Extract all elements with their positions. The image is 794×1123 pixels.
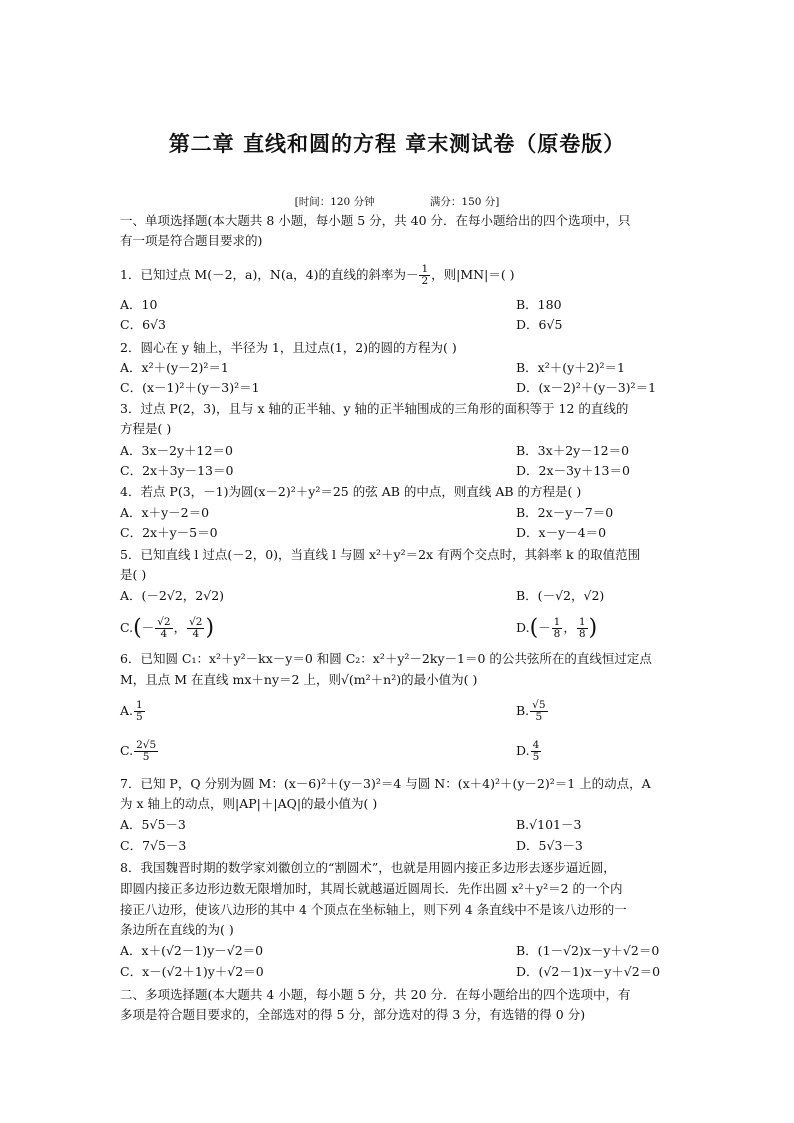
q5-option-a: A．(－2√2，2√2) [120,588,225,603]
q6-option-a-label: A. [120,703,134,718]
q1-options-row2 [120,316,680,334]
q1-options-row1 [120,296,680,314]
q3-option-a: A．3x－2y＋12＝0 [120,443,233,458]
q6-d-frac-num: 4 [532,739,540,751]
q8-stem-cont1: 即圆内接正多边形边数无限增加时，其周长就越逼近圆周长．先作出圆 x²＋y²＝2 的一个内 [120,881,623,896]
q5-option-b: B．(－√2，√2) [516,588,605,603]
q8-stem-cont2: 接正八边形，使该八边形的其中 4 个顶点在坐标轴上，则下列 4 条直线中不是该八边形的一 [120,902,627,917]
q2-options-row1 [120,359,680,377]
q4-option-d: D．x－y－4＝0 [516,525,607,540]
q5-d-frac1-den: 8 [553,628,561,640]
q6-option-c [120,739,159,763]
q5-option-d: D.(－ $\frac{1}{8}$ ， $\frac{1}{8}$ ) [516,615,598,641]
q7-option-d: D．5√3－3 [516,838,583,853]
exam-time: [时间：120 分钟 [294,196,375,208]
exam-meta [0,194,794,209]
q5-options-row1 [120,587,680,605]
q7-option-a: A．5√5－3 [120,817,186,832]
q5-option-d-label: D. [516,620,530,635]
q5-d-frac2-num: 1 [578,616,586,628]
section2-heading-cont: 多项是符合题目要求的，全部选对的得 5 分，部分选对的得 3 分，有选错的得 0 分) [120,1007,586,1022]
q7-options-row2 [120,837,680,855]
q6-a-frac [134,700,145,723]
q5-stem: 5．已知直线 l 过点(－2，0)，当直线 l 与圆 x²＋y²＝2x 有两个交点时，其斜率 k 的取值范围 [120,547,641,562]
q8-option-c: C．x－(√2＋1)y＋√2＝0 [120,964,264,979]
q8-options-row1 [120,942,680,960]
q1-option-b: B．180 [516,297,562,312]
q3-option-d: D．2x－3y＋13＝0 [516,463,630,478]
q3-stem: 3．过点 P(2，3)，且与 x 轴的正半轴、y 轴的正半轴围成的三角形的面积等于 12 的直线的 [120,401,629,416]
exam-score: 满分：150 分] [429,196,500,208]
q6-a-frac-num: 1 [136,699,143,711]
section2-heading: 二、多项选择题(本大题共 4 小题，每小题 5 分，共 20 分．在每小题给出的四个选项中，有 [120,987,631,1002]
q6-option-d-label: D. [516,743,530,758]
q2-stem: 2．圆心在 y 轴上，半径为 1，且过点(1，2)的圆的方程为( ) [120,340,457,355]
q7-stem-cont: 为 x 轴上的动点，则|AP|＋|AQ|的最小值为( ) [120,796,378,811]
q6-a-frac-den: 5 [136,711,143,723]
q1-stem-a: 1．已知过点 M(－2，a)，N(a，4)的直线的斜率为－ [120,267,419,282]
q6-stem: 6．已知圆 C₁：x²＋y²－kx－y＝0 和圆 C₂：x²＋y²－2ky－1＝0 的公共弦所在的直线恒过定点 [120,651,652,666]
q6-c-frac [134,740,158,763]
q8-option-b: B．(1－√2)x－y＋√2＝0 [516,943,660,958]
q2-option-c: C．(x－1)²＋(y－3)²＝1 [120,380,260,395]
q5-c-frac1 [155,617,172,640]
q1-fraction [419,264,430,287]
section1-heading-cont: 有一项是符合题目要求的) [120,233,263,248]
q4-option-c: C．2x＋y－5＝0 [120,525,218,540]
q5-d-frac1 [552,617,563,640]
q3-options-row1 [120,442,680,460]
q8-stem-cont3: 条边所在直线的为( ) [120,922,234,937]
q7-options-row1 [120,816,680,834]
q6-b-frac-den: 5 [535,711,543,723]
q6-c-frac-num: 2√5 [136,739,157,751]
q7-option-b: B.√101－3 [516,817,582,832]
q1-frac-den: 2 [421,275,429,287]
q4-options-row1 [120,504,680,522]
q5-option-c-label: C. [120,620,134,635]
q1-option-c: C．6√3 [120,317,166,332]
page-title: 第二章 直线和圆的方程 章末测试卷（原卷版） [168,132,626,156]
q6-b-frac-num: √5 [532,699,546,711]
q5-stem-cont: 是( ) [120,567,147,582]
q6-c-frac-den: 5 [142,751,150,763]
q4-stem: 4．若点 P(3，－1)为圆(x－2)²＋y²＝25 的弦 AB 的中点，则直线 AB 的方程是( ) [120,484,582,499]
q5-d-frac1-num: 1 [553,616,561,628]
q5-options-row2 [120,610,680,646]
q2-option-b: B．x²＋(y＋2)²＝1 [516,360,625,375]
q6-option-a [120,699,146,723]
q8-stem: 8．我国魏晋时期的数学家刘徽创立的“割圆术”，也就是用圆内接正多边形去逐步逼近圆， [120,860,616,875]
q6-b-frac [530,700,547,723]
q5-c-frac1-num: √2 [157,616,171,628]
q8-option-d: D．(√2－1)x－y＋√2＝0 [516,964,661,979]
q3-option-b: B．3x＋2y－12＝0 [516,443,630,458]
q4-option-a: A．x＋y－2＝0 [120,505,210,520]
q5-d-frac2-den: 8 [578,628,586,640]
q6-options-row2 [120,734,680,768]
q5-option-c: C.(－ $\frac{√2}{4}$ ， $\frac{√2}{4}$ ) [120,615,215,641]
q7-stem: 7．已知 P，Q 分别为圆 M：(x－6)²＋(y－3)²＝4 与圆 N：(x＋4)²＋(y－2)²＝1 上的动点，A [120,776,651,791]
q5-c-frac1-den: 4 [160,628,168,640]
q6-stem-cont: M，且点 M 在直线 mx＋ny＝2 上，则√(m²＋n²)的最小值为( ) [120,672,478,687]
q8-options-row2 [120,963,680,981]
q5-d-frac2 [577,617,588,640]
q4-options-row2 [120,524,680,542]
q5-c-frac2 [187,617,204,640]
q1-option-a: A．10 [120,297,158,312]
q1-frac-num: 1 [421,263,429,275]
q3-options-row2 [120,462,680,480]
q1-option-d: D．6√5 [516,317,563,332]
q6-d-frac [531,740,542,763]
q6-option-b-label: B. [516,703,530,718]
q1-stem-b: ，则|MN|＝( ) [431,267,515,282]
q2-options-row2 [120,379,680,397]
q6-options-row1 [120,694,680,728]
q5-c-frac2-num: √2 [189,616,203,628]
q6-option-d [516,734,542,768]
q6-d-frac-den: 5 [532,751,540,763]
q3-stem-cont: 方程是( ) [120,421,172,436]
q2-option-a: A．x²＋(y－2)²＝1 [120,360,229,375]
section1-heading: 一、单项选择题(本大题共 8 小题，每小题 5 分，共 40 分．在每小题给出的四个选项中，只 [120,213,631,228]
q5-c-frac2-den: 4 [192,628,200,640]
q6-option-c-label: C. [120,743,134,758]
q4-option-b: B．2x－y－7＝0 [516,505,614,520]
q3-option-c: C．2x＋3y－13＝0 [120,463,234,478]
q7-option-c: C．7√5－3 [120,838,187,853]
q8-option-a: A．x＋(√2－1)y－√2＝0 [120,943,264,958]
q6-option-b [516,694,549,728]
q2-option-d: D．(x－2)²＋(y－3)²＝1 [516,380,657,395]
q1-stem [120,264,680,287]
